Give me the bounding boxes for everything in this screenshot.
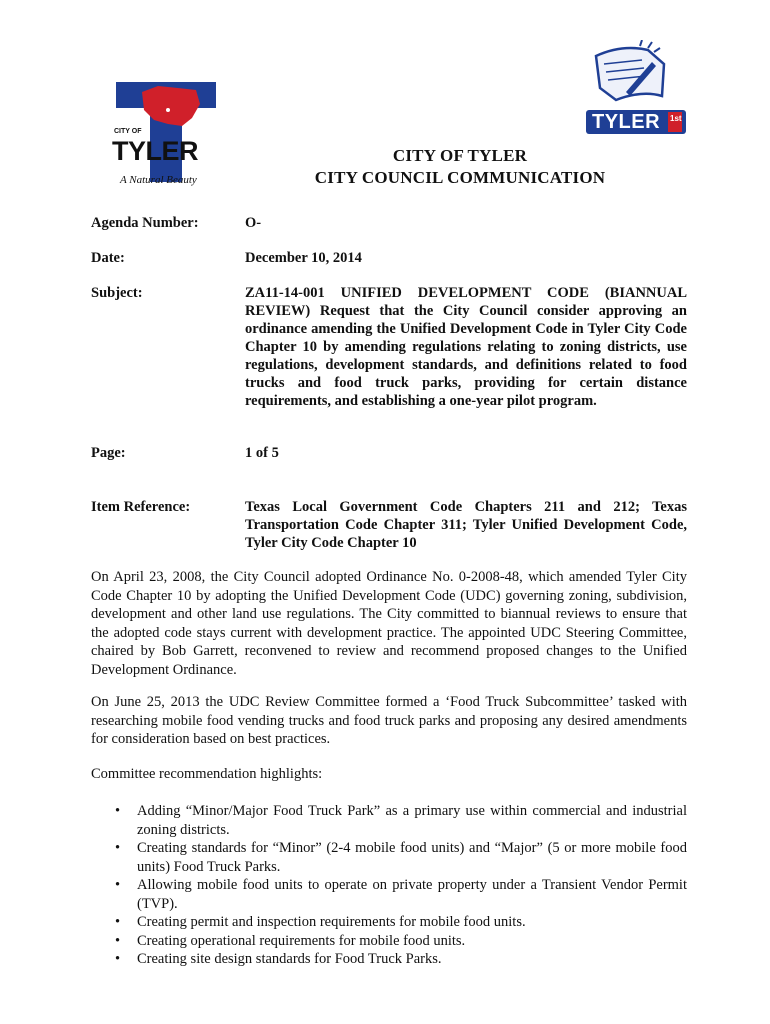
logo-tagline: A Natural Beauty <box>120 174 197 186</box>
paragraph-ordinance-history <box>91 568 687 679</box>
bullet-icon: • <box>115 803 121 819</box>
page-value: 1 of 5 <box>245 445 279 461</box>
date-label: Date: <box>91 250 125 266</box>
list-item-text: Creating standards for “Minor” (2-4 mobile food units) and “Major” (5 or more mobile food units) Food Truck Parks. <box>137 840 687 875</box>
city-of-tyler-heading: CITY OF TYLER <box>392 146 528 165</box>
council-communication-heading: CITY COUNCIL COMMUNICATION <box>314 168 606 187</box>
agenda-number-value: O- <box>245 215 262 231</box>
agenda-number-label: Agenda Number: <box>91 215 199 231</box>
logo-city-of-text: CITY OF <box>114 128 142 135</box>
subject-value: ZA11-14-001 UNIFIED DEVELOPMENT CODE (BIANNUAL REVIEW) Request that the City Council consider approving an ordinance amending the Unified Development Code in Tyler City Code Chapter 10 by amending regulations relating to zoning districts, use regulations, development standards, and definitions related to food trucks and food truck parks, providing for certain distance requirements, and establishing a one-year pilot program. <box>245 285 687 409</box>
logo-tyler-text: TYLER <box>112 136 199 166</box>
bullet-icon: • <box>115 840 121 856</box>
item-reference-label: Item Reference: <box>91 499 191 515</box>
list-item <box>91 913 687 932</box>
bullet-icon: • <box>115 877 121 893</box>
paragraph-text: On April 23, 2008, the City Council adopted Ordinance No. 0-2008-48, which amended Tyler City Code Chapter 10 by adopting the Unified Development Code (UDC) governing zoning, subdivision, development and other land use regulations. The City committed to biannual reviews to ensure that the adopted code stays current with development practice. The appointed UDC Steering Committee, chaired by Bob Garrett, reconvened to review and recommend proposed changes to the Unified Development Ordinance. <box>91 569 687 678</box>
list-item <box>91 802 687 839</box>
paragraph-food-truck-subcommittee <box>91 693 687 749</box>
list-item-text: Creating site design standards for Food Truck Parks. <box>137 951 442 967</box>
bullet-icon: • <box>115 914 121 930</box>
bullet-icon: • <box>115 932 121 949</box>
date-value: December 10, 2014 <box>245 250 362 266</box>
logo-first-badge: 1st <box>670 114 682 123</box>
subject-label: Subject: <box>91 285 143 301</box>
list-item-text: Allowing mobile food units to operate on private property under a Transient Vendor Permit (TVP). <box>137 877 687 912</box>
list-item <box>91 932 687 951</box>
paragraph-highlights-intro <box>91 765 687 784</box>
list-item-text: Creating permit and inspection requirements for mobile food units. <box>137 914 526 930</box>
paragraph-text: On June 25, 2013 the UDC Review Committee formed a ‘Food Truck Subcommittee’ tasked with researching mobile food vending trucks and food truck parks and proposing any desired amendments for consideration based on best practices. <box>91 694 687 747</box>
item-reference-value: Texas Local Government Code Chapters 211 and 212; Texas Transportation Code Chapter 311; Tyler Unified Development Code, Tyler City Code Chapter 10 <box>245 499 687 551</box>
list-item-text: Adding “Minor/Major Food Truck Park” as a primary use within commercial and industrial zoning districts. <box>137 803 687 838</box>
tyler-first-logo <box>582 40 690 138</box>
recommendation-bullet-list <box>91 802 687 969</box>
page-label: Page: <box>91 445 126 461</box>
list-item-text: Creating operational requirements for mobile food units. <box>137 932 466 949</box>
list-item <box>91 839 687 876</box>
list-item <box>91 876 687 913</box>
bullet-icon: • <box>115 951 121 967</box>
list-item <box>91 950 687 969</box>
paragraph-text: Committee recommendation highlights: <box>91 766 323 782</box>
logo-tyler-word: TYLER <box>592 111 661 133</box>
